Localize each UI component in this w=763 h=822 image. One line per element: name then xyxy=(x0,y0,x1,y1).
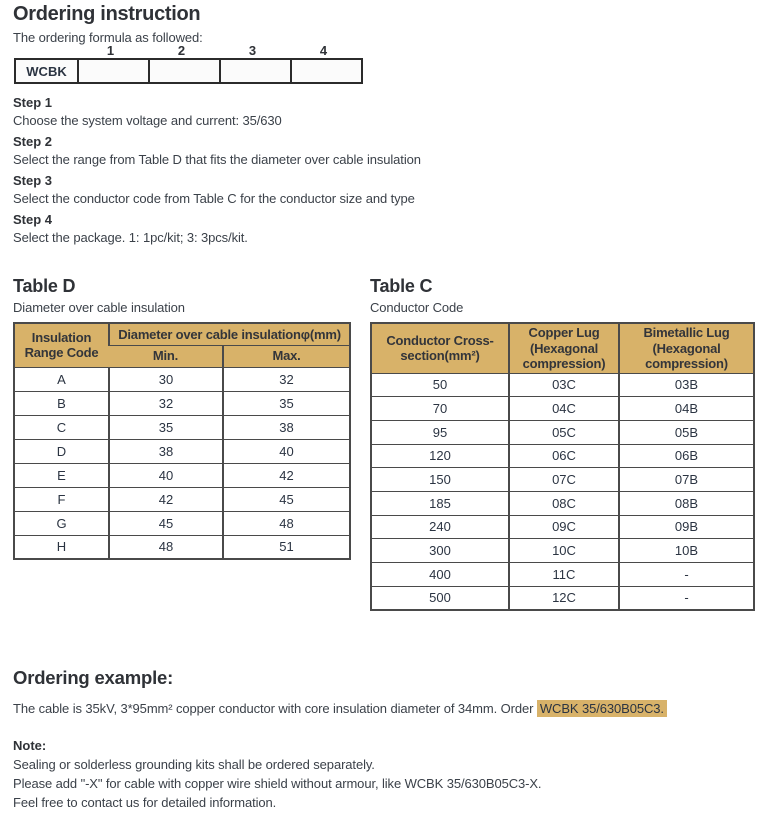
header xyxy=(13,3,203,45)
formula-slot-cell-2 xyxy=(148,60,219,82)
td-cell: 42 xyxy=(223,463,350,487)
td-cell: 07C xyxy=(509,468,619,492)
table-row xyxy=(371,515,754,539)
table-d-header-min: Min. xyxy=(109,345,223,367)
td-cell: 48 xyxy=(109,535,223,559)
td-cell: 10C xyxy=(509,539,619,563)
table-d-body xyxy=(14,367,350,559)
td-cell: - xyxy=(619,563,754,587)
td-cell: G xyxy=(14,511,109,535)
table-c-header-cross-section: Conductor Cross-section(mm²) xyxy=(371,323,509,373)
td-cell: 35 xyxy=(109,415,223,439)
td-cell: 45 xyxy=(109,511,223,535)
td-cell: 06B xyxy=(619,444,754,468)
table-d-header xyxy=(14,323,350,367)
ordering-example-section xyxy=(13,667,758,716)
table-row xyxy=(371,444,754,468)
td-cell: 40 xyxy=(109,463,223,487)
table-row xyxy=(14,463,350,487)
td-cell: 10B xyxy=(619,539,754,563)
td-cell: - xyxy=(619,586,754,610)
ordering-formula xyxy=(14,43,363,84)
table-c-section xyxy=(370,276,753,611)
note-line-2: Please add "-X" for cable with copper wire shield without armour, like WCBK 35/630B05C3-X. xyxy=(13,776,542,791)
table-row xyxy=(371,563,754,587)
steps-section xyxy=(13,91,421,249)
td-cell: 03C xyxy=(509,373,619,397)
table-c-header xyxy=(371,323,754,373)
td-cell: A xyxy=(14,367,109,391)
table-row xyxy=(371,539,754,563)
table-row xyxy=(371,586,754,610)
ordering-example-text xyxy=(13,701,758,716)
step-4-label: Step 4 xyxy=(13,212,53,227)
td-cell: 03B xyxy=(619,373,754,397)
table-row xyxy=(14,367,350,391)
table-d-header-diameter: Diameter over cable insulationφ(mm) xyxy=(109,323,350,345)
td-cell: B xyxy=(14,391,109,415)
formula-slot-cell-4 xyxy=(290,60,361,82)
table-c-title: Table C xyxy=(370,276,433,296)
td-cell: 500 xyxy=(371,586,509,610)
td-cell: 50 xyxy=(371,373,509,397)
table-row xyxy=(371,491,754,515)
td-cell: 38 xyxy=(223,415,350,439)
formula-slot-numbers xyxy=(14,43,363,58)
note-line-3: Feel free to contact us for detailed information. xyxy=(13,795,277,810)
step-3-label: Step 3 xyxy=(13,173,53,188)
table-row xyxy=(371,397,754,421)
step-2-text: Select the range from Table D that fits the diameter over cable insulation xyxy=(13,152,421,167)
formula-slot-cell-1 xyxy=(77,60,148,82)
table-d-subtitle: Diameter over cable insulation xyxy=(13,300,185,315)
td-cell: 45 xyxy=(223,487,350,511)
td-cell: 06C xyxy=(509,444,619,468)
td-cell: 120 xyxy=(371,444,509,468)
td-cell: C xyxy=(14,415,109,439)
table-d-section xyxy=(13,276,349,560)
formula-number-spacer xyxy=(14,43,75,58)
formula-intro: The ordering formula as followed: xyxy=(13,30,203,45)
table-row xyxy=(371,420,754,444)
td-cell: 38 xyxy=(109,439,223,463)
table-row xyxy=(371,373,754,397)
td-cell: 04C xyxy=(509,397,619,421)
page-title: Ordering instruction xyxy=(13,3,201,25)
order-code-highlight: WCBK 35/630B05C3. xyxy=(537,700,667,717)
step-2-label: Step 2 xyxy=(13,134,53,149)
td-cell: 09C xyxy=(509,515,619,539)
td-cell: 32 xyxy=(223,367,350,391)
td-cell: 400 xyxy=(371,563,509,587)
note-section xyxy=(13,736,541,812)
table-c-header-bimetallic-lug: Bimetallic Lug (Hexagonal compression) xyxy=(619,323,754,373)
td-cell: F xyxy=(14,487,109,511)
td-cell: 08C xyxy=(509,491,619,515)
table-c xyxy=(370,322,755,611)
td-cell: 51 xyxy=(223,535,350,559)
ordering-example-sentence: The cable is 35kV, 3*95mm² copper conductor with core insulation diameter of 34mm. Order xyxy=(13,701,537,716)
td-cell: 05C xyxy=(509,420,619,444)
step-1-label: Step 1 xyxy=(13,95,53,110)
table-d-title: Table D xyxy=(13,276,76,296)
td-cell: 11C xyxy=(509,563,619,587)
table-d-header-max: Max. xyxy=(223,345,350,367)
formula-slot-number-1: 1 xyxy=(106,43,115,58)
step-3-text: Select the conductor code from Table C for the conductor size and type xyxy=(13,191,415,206)
table-row xyxy=(14,391,350,415)
td-cell: H xyxy=(14,535,109,559)
table-row xyxy=(14,439,350,463)
td-cell: 30 xyxy=(109,367,223,391)
step-1-text: Choose the system voltage and current: 35/630 xyxy=(13,113,282,128)
formula-boxes xyxy=(14,58,363,84)
td-cell: 09B xyxy=(619,515,754,539)
table-row xyxy=(14,535,350,559)
table-row xyxy=(371,468,754,492)
td-cell: 150 xyxy=(371,468,509,492)
td-cell: 70 xyxy=(371,397,509,421)
td-cell: D xyxy=(14,439,109,463)
table-d-header-row-1 xyxy=(14,323,350,345)
td-cell: 48 xyxy=(223,511,350,535)
td-cell: 32 xyxy=(109,391,223,415)
table-row xyxy=(14,511,350,535)
formula-slot-number-4: 4 xyxy=(319,43,328,58)
td-cell: 35 xyxy=(223,391,350,415)
step-4-text: Select the package. 1: 1pc/kit; 3: 3pcs/kit. xyxy=(13,230,248,245)
td-cell: 07B xyxy=(619,468,754,492)
table-row xyxy=(14,487,350,511)
td-cell: 08B xyxy=(619,491,754,515)
td-cell: 185 xyxy=(371,491,509,515)
td-cell: 240 xyxy=(371,515,509,539)
formula-slot-number-3: 3 xyxy=(248,43,257,58)
table-row xyxy=(14,415,350,439)
table-c-header-row xyxy=(371,323,754,373)
td-cell: 05B xyxy=(619,420,754,444)
ordering-example-title: Ordering example: xyxy=(13,667,174,688)
table-d xyxy=(13,322,351,560)
formula-prefix-cell: WCBK xyxy=(16,60,77,82)
note-title: Note: xyxy=(13,738,47,753)
td-cell: 04B xyxy=(619,397,754,421)
td-cell: 95 xyxy=(371,420,509,444)
td-cell: 300 xyxy=(371,539,509,563)
note-line-1: Sealing or solderless grounding kits shall be ordered separately. xyxy=(13,757,375,772)
formula-slot-number-2: 2 xyxy=(177,43,186,58)
formula-slot-cell-3 xyxy=(219,60,290,82)
table-d-header-range-code: Insulation Range Code xyxy=(14,323,109,367)
table-c-subtitle: Conductor Code xyxy=(370,300,464,315)
td-cell: 42 xyxy=(109,487,223,511)
table-c-header-copper-lug: Copper Lug (Hexagonal compression) xyxy=(509,323,619,373)
table-c-body xyxy=(371,373,754,610)
td-cell: 40 xyxy=(223,439,350,463)
td-cell: E xyxy=(14,463,109,487)
td-cell: 12C xyxy=(509,586,619,610)
